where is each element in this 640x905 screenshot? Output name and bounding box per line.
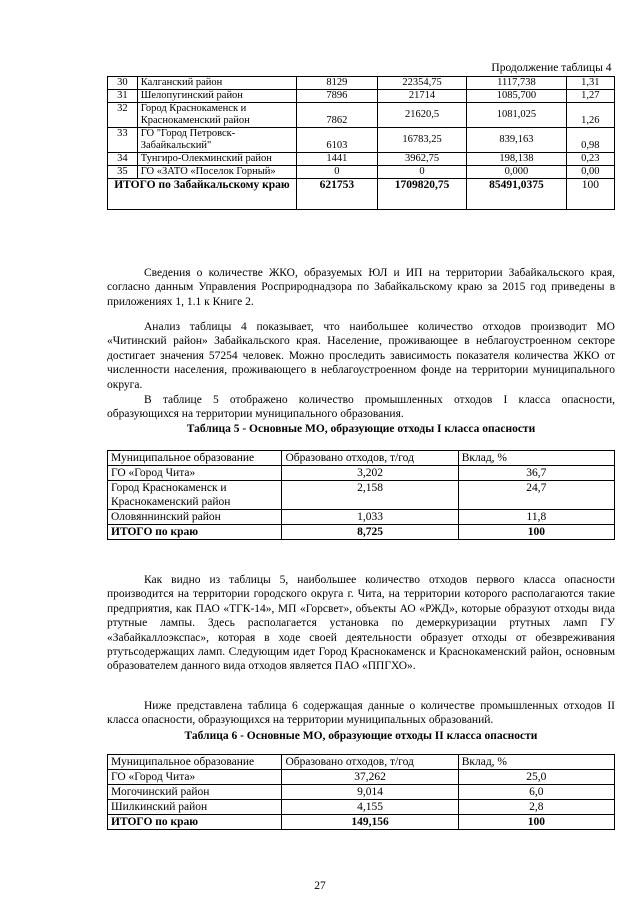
municipality-name: Шелопугинский район (137, 90, 296, 103)
waste-amount: 3,202 (282, 466, 458, 481)
percent-value: 0,98 (566, 128, 614, 153)
table-row (108, 481, 615, 510)
municipality-name: Могочинский район (108, 785, 282, 800)
paragraph-1: Сведения о количестве ЖКО, образуемых ЮЛ и ИП на территории Забайкальского края, согласно данным Управления Росприроднадзора по Забайкальскому краю за 2015 год приведены в приложениях 1, 1.1 к Книге 2. (107, 267, 615, 308)
total-waste: 1709820,75 (377, 179, 466, 210)
paragraph-4: Как видно из таблицы 5, наибольшее количество отходов первого класса опасности производится на территории городского округа г. Чита, на территории которого располагаются такие предприятия, как ПАО «ТГК-14», МП «Горсвет», объекты АО «РЖД», которые образуют отходы вида ртутные лампы. Здесь располагается установка по демеркуризации ртутных ламп ГУ «Забайкаллоэкспас», которая в ходе своей деятельности образует отходы от обезвреживания ртутьсодержащих ламп. Следующим идет Город Краснокаменск и Краснокаменский район, основным образователем данного вида отходов является ПАО «ППГХО». (107, 574, 615, 673)
column-header: Вклад, % (458, 451, 614, 466)
table-6-title: Таблица 6 - Основные МО, образующие отходы II класса опасности (184, 730, 538, 742)
ratio-value: 1117,738 (467, 77, 567, 90)
table-header-row (108, 451, 615, 466)
table-total-row (108, 179, 615, 210)
municipality-name: Шилкинский район (108, 800, 282, 815)
waste-amount: 2,158 (282, 481, 458, 510)
column-header: Вклад, % (458, 755, 614, 770)
waste-amount: 22354,75 (377, 77, 466, 90)
column-header: Муниципальное образование (108, 451, 282, 466)
table-4-caption: Продолжение таблицы 4 (108, 62, 615, 77)
table-row (108, 770, 615, 785)
population: 8129 (296, 77, 377, 90)
total-ratio: 85491,0375 (467, 179, 567, 210)
municipality-name: ГО «Город Чита» (108, 770, 282, 785)
municipality-name: ГО "Город Петровск-Забайкальский" (137, 128, 296, 153)
ratio-value: 839,163 (467, 128, 567, 153)
table-header-row (108, 755, 615, 770)
share-percent: 2,8 (458, 800, 614, 815)
waste-amount: 1,033 (282, 510, 458, 525)
waste-amount: 3962,75 (377, 153, 466, 166)
population: 7862 (296, 103, 377, 128)
table-5-title: Таблица 5 - Основные МО, образующие отходы I класса опасности (186, 423, 536, 435)
percent-value: 1,31 (566, 77, 614, 90)
share-percent: 25,0 (458, 770, 614, 785)
municipality-name: Оловяннинский район (108, 510, 282, 525)
table-row (108, 785, 615, 800)
table-5 (107, 450, 615, 540)
table-row (108, 466, 615, 481)
population: 7896 (296, 90, 377, 103)
table-6 (107, 754, 615, 830)
table-row (108, 90, 615, 103)
total-label: ИТОГО по Забайкальскому краю (108, 179, 297, 210)
waste-amount: 0 (377, 166, 466, 179)
total-amount: 149,156 (282, 815, 458, 830)
total-population: 621753 (296, 179, 377, 210)
waste-amount: 16783,25 (377, 128, 466, 153)
row-number: 31 (108, 90, 138, 103)
population: 1441 (296, 153, 377, 166)
municipality-name: Тунгиро-Олекминский район (137, 153, 296, 166)
table-total-row (108, 815, 615, 830)
share-percent: 6,0 (458, 785, 614, 800)
table-row (108, 510, 615, 525)
waste-amount: 37,262 (282, 770, 458, 785)
municipality-name: ГО «Город Чита» (108, 466, 282, 481)
municipality-name: Калганский район (137, 77, 296, 90)
share-percent: 11,8 (458, 510, 614, 525)
municipality-name: Город Краснокаменск и Краснокаменский район (137, 103, 296, 128)
ratio-value: 0,000 (467, 166, 567, 179)
row-number: 30 (108, 77, 138, 90)
total-share: 100 (458, 815, 614, 830)
total-share: 100 (458, 525, 614, 540)
percent-value: 0,00 (566, 166, 614, 179)
ratio-value: 1081,025 (467, 103, 567, 128)
row-number: 34 (108, 153, 138, 166)
total-label: ИТОГО по краю (108, 815, 282, 830)
table-row (108, 153, 615, 166)
share-percent: 36,7 (458, 466, 614, 481)
waste-amount: 4,155 (282, 800, 458, 815)
municipality-name: Город Краснокаменск и Краснокаменский район (108, 481, 282, 510)
waste-amount: 21620,5 (377, 103, 466, 128)
total-percent: 100 (566, 179, 614, 210)
table-row (108, 77, 615, 90)
total-label: ИТОГО по краю (108, 525, 282, 540)
table-4-continuation (107, 62, 615, 210)
table-row (108, 800, 615, 815)
column-header: Образовано отходов, т/год (282, 755, 458, 770)
population: 6103 (296, 128, 377, 153)
ratio-value: 1085,700 (467, 90, 567, 103)
row-number: 35 (108, 166, 138, 179)
total-amount: 8,725 (282, 525, 458, 540)
row-number: 33 (108, 128, 138, 153)
percent-value: 0,23 (566, 153, 614, 166)
row-number: 32 (108, 103, 138, 128)
share-percent: 24,7 (458, 481, 614, 510)
column-header: Муниципальное образование (108, 755, 282, 770)
percent-value: 1,27 (566, 90, 614, 103)
percent-value: 1,26 (566, 103, 614, 128)
table-row (108, 128, 615, 153)
ratio-value: 198,138 (467, 153, 567, 166)
waste-amount: 9,014 (282, 785, 458, 800)
waste-amount: 21714 (377, 90, 466, 103)
column-header: Образовано отходов, т/год (282, 451, 458, 466)
paragraph-3: В таблице 5 отображено количество промышленных отходов I класса опасности, образующихся на территории муниципального образования. (107, 394, 615, 421)
paragraph-2: Анализ таблицы 4 показывает, что наибольшее количество отходов производит МО «Читинский район» Забайкальского края. Население, проживающее в неблагоустроенном секторе достигает значения 57254 человек. Можно проследить зависимость показателя количества ЖКО от численности населения, проживающего в неблагоустроенном фонде на территории муниципального округа. (107, 321, 615, 391)
paragraph-5: Ниже представлена таблица 6 содержащая данные о количестве промышленных отходов II класса опасности, образующихся на территории муниципальных образований. (107, 700, 615, 727)
population: 0 (296, 166, 377, 179)
table-total-row (108, 525, 615, 540)
municipality-name: ГО «ЗАТО «Поселок Горный» (137, 166, 296, 179)
table-row (108, 103, 615, 128)
table-row (108, 166, 615, 179)
page-number: 27 (314, 880, 326, 892)
